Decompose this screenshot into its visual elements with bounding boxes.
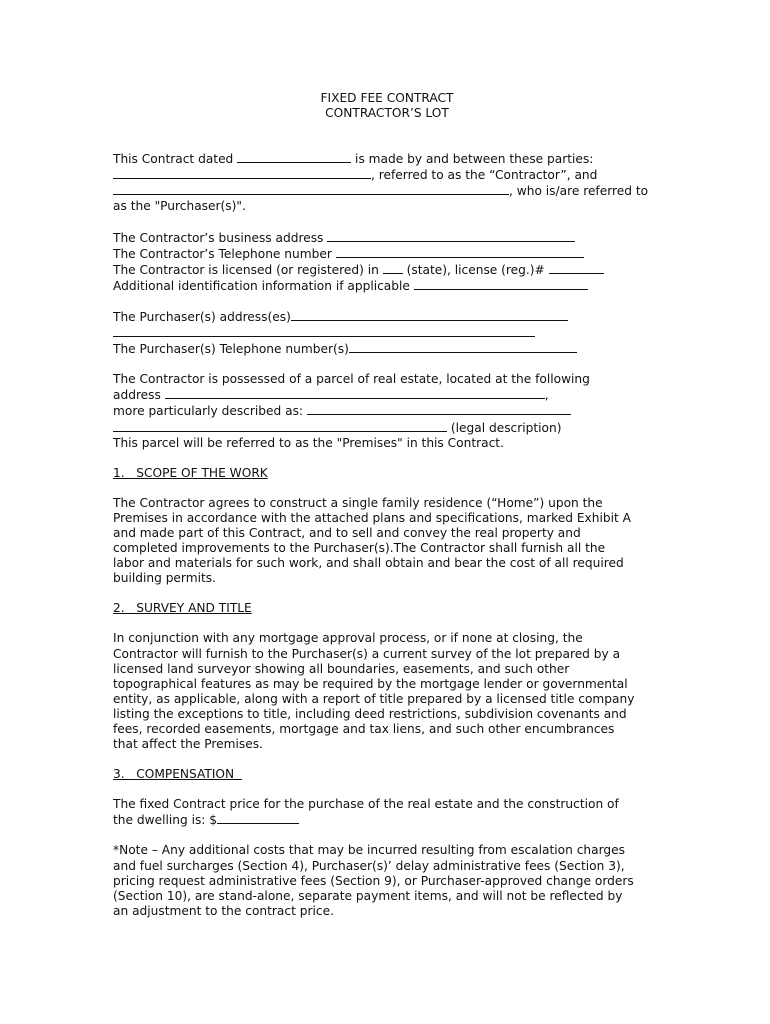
- intro-line-4: as the "Purchaser(s)".: [113, 199, 246, 214]
- intro-line-2: , referred to as the “Contractor”, and: [113, 167, 663, 183]
- section-1-heading: 1. SCOPE OF THE WORK: [113, 465, 268, 480]
- section-2-heading: 2. SURVEY AND TITLE: [113, 601, 252, 616]
- purchaser-phone-line: The Purchaser(s) Telephone number(s): [113, 341, 663, 357]
- intro-line-3: , who is/are referred to: [113, 183, 663, 199]
- contract-document: [113, 91, 663, 919]
- section-1-line: completed improvements to the Purchaser(s).The Contractor shall furnish all the: [113, 541, 606, 556]
- section-1-body: [113, 496, 663, 587]
- note-line: pricing request administrative fees (Section 9), or Purchaser-approved change orders: [113, 873, 634, 888]
- purchaser-name-blank[interactable]: [113, 183, 509, 195]
- price-line-2: the dwelling is: $: [113, 812, 663, 828]
- note-line: an adjustment to the contract price.: [113, 903, 334, 918]
- contractor-license-line: The Contractor is licensed (or registered) in (state), license (reg.)#: [113, 262, 663, 278]
- parcel-line-1: The Contractor is possessed of a parcel of real estate, located at the following: [113, 372, 590, 387]
- contractor-address-line: The Contractor’s business address: [113, 230, 663, 246]
- section-1-line: The Contractor agrees to construct a single family residence (“Home”) upon the: [113, 495, 603, 510]
- price-blank[interactable]: [217, 812, 299, 824]
- section-2-line: entity, as applicable, along with a report of title prepared by a licensed title company: [113, 691, 635, 706]
- additional-info-blank[interactable]: [414, 278, 588, 290]
- parcel-line-3: more particularly described as:: [113, 403, 663, 419]
- contractor-name-blank[interactable]: [113, 167, 371, 179]
- section-2-line: listing the exceptions to title, including deed restrictions, subdivision covenants and: [113, 706, 627, 721]
- intro-line-1: This Contract dated is made by and between these parties:: [113, 152, 594, 167]
- section-2-line: In conjunction with any mortgage approval process, or if none at closing, the: [113, 631, 583, 646]
- section-1-line: and made part of this Contract, and to sell and convey the real property and: [113, 525, 581, 540]
- title-line-1: FIXED FEE CONTRACT: [320, 91, 454, 105]
- parcel-line-4: (legal description): [113, 420, 663, 436]
- section-2-line: licensed land surveyor showing all boundaries, easements, and such other: [113, 661, 570, 676]
- parcel-line-2: address ,: [113, 388, 549, 403]
- purchaser-address-blank-2[interactable]: [113, 325, 535, 337]
- contractor-phone-line: The Contractor’s Telephone number: [113, 246, 663, 262]
- purchaser-address-line: The Purchaser(s) address(es): [113, 309, 663, 325]
- section-1-line: labor and materials for such work, and shall obtain and bear the cost of all required: [113, 556, 624, 571]
- legal-description-blank[interactable]: [113, 420, 447, 432]
- purchaser-address-line-2: [113, 325, 663, 341]
- state-blank[interactable]: [383, 262, 403, 274]
- section-2-line: topographical features as may be required by the mortgage lender or governmental: [113, 676, 628, 691]
- note-paragraph: [113, 843, 663, 918]
- section-3-heading: 3. COMPENSATION: [113, 767, 242, 782]
- section-2-body: [113, 631, 663, 752]
- parcel-line-5: This parcel will be referred to as the "Premises" in this Contract.: [113, 435, 504, 450]
- license-number-blank[interactable]: [549, 262, 604, 274]
- section-1-line: Premises in accordance with the attached plans and specifications, marked Exhibit A: [113, 510, 631, 525]
- note-line: and fuel surcharges (Section 4), Purchaser(s)’ delay administrative fees (Section 3),: [113, 858, 625, 873]
- contractor-additional-line: Additional identification information if applicable: [113, 278, 663, 294]
- purchaser-phone-blank[interactable]: [349, 341, 577, 353]
- contractor-phone-blank[interactable]: [336, 246, 584, 258]
- section-2-line: Contractor will furnish to the Purchaser(s) a current survey of the lot prepared by a: [113, 646, 621, 661]
- price-line-1: The fixed Contract price for the purchase of the real estate and the construction of: [113, 797, 619, 812]
- note-line: (Section 10), are stand-alone, separate payment items, and will not be reflected by: [113, 888, 623, 903]
- date-blank[interactable]: [237, 151, 351, 163]
- parcel-address-blank[interactable]: [165, 387, 545, 399]
- note-line: *Note – Any additional costs that may be incurred resulting from escalation charges: [113, 843, 625, 858]
- section-2-line: that affect the Premises.: [113, 737, 263, 752]
- section-2-line: fees, recorded easements, mortgage and tax liens, and such other encumbrances: [113, 722, 615, 736]
- purchaser-address-blank[interactable]: [291, 309, 568, 321]
- section-1-line: building permits.: [113, 571, 216, 586]
- title-line-2: CONTRACTOR’S LOT: [325, 106, 449, 121]
- parcel-description-blank[interactable]: [307, 403, 571, 415]
- contractor-address-blank[interactable]: [327, 230, 575, 242]
